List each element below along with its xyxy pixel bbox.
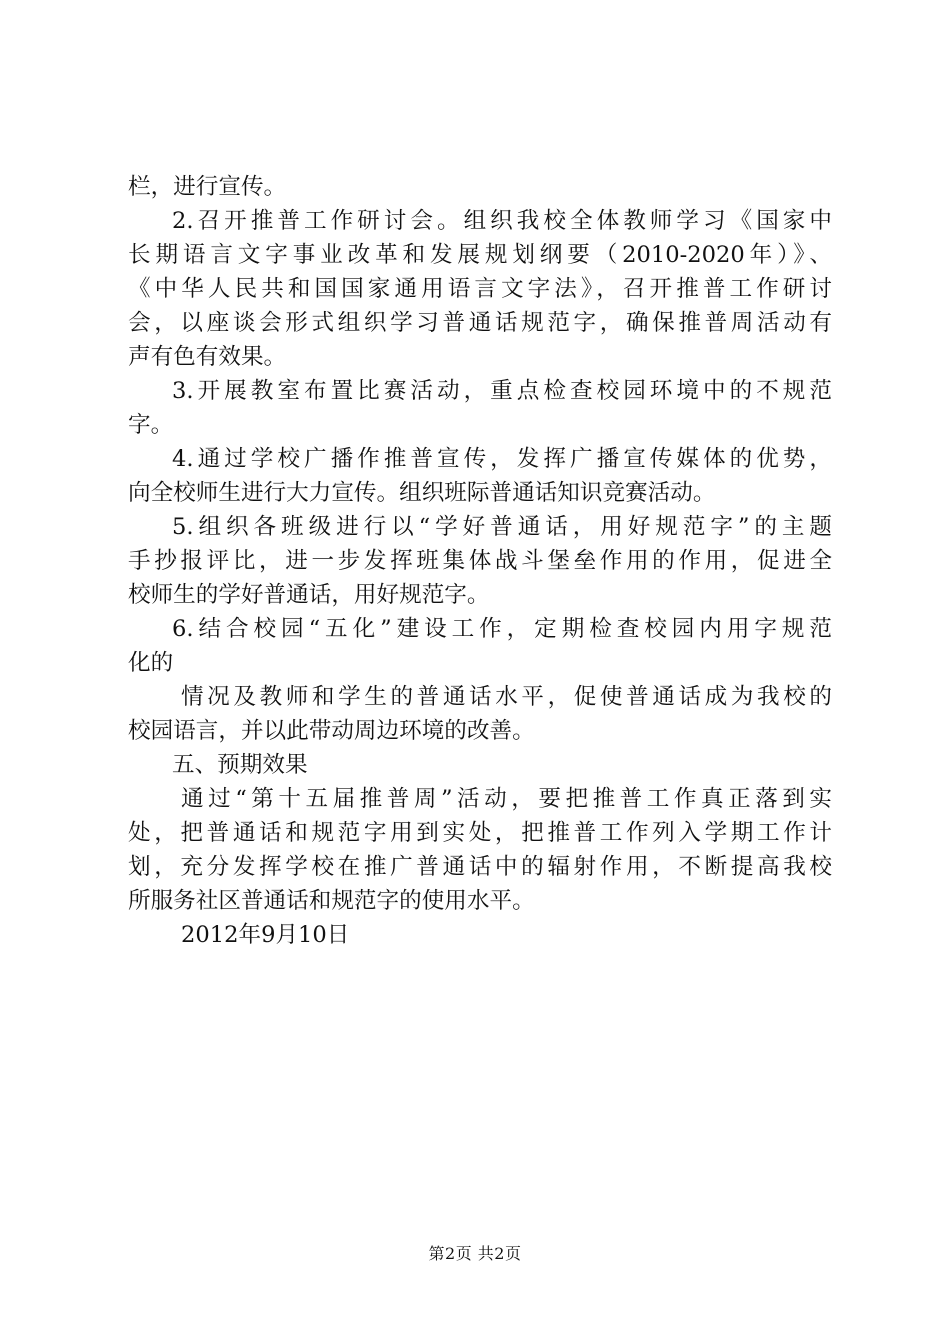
text-line: 字。 (128, 412, 174, 438)
text-line: 所服务社区普通话和规范字的使用水平。 (128, 888, 535, 914)
text-line: 《中华人民共和国国家通用语言文字法》，召开推普工作研讨 (128, 276, 832, 302)
text-line: 通过“第十五届推普周”活动，要把推普工作真正落到实 (181, 786, 832, 812)
text-line: 向全校师生进行大力宣传。组织班际普通话知识竞赛活动。 (128, 480, 716, 506)
text-line: 声有色有效果。 (128, 344, 287, 370)
text-line: 情况及教师和学生的普通话水平，促使普通话成为我校的 (181, 684, 832, 710)
document-date: 2012年9月10日 (181, 922, 350, 948)
text-line: 处，把普通话和规范字用到实处，把推普工作列入学期工作计 (128, 820, 832, 846)
text-line: 栏，进行宣传。 (128, 174, 287, 200)
document-body (128, 170, 832, 952)
text-line: 校师生的学好普通话，用好规范字。 (128, 582, 490, 608)
text-line: 长期语言文字事业改革和发展规划纲要（2010-2020年）》、 (128, 242, 832, 268)
text-line: 划，充分发挥学校在推广普通话中的辐射作用，不断提高我校 (128, 854, 832, 880)
text-line: 2.召开推普工作研讨会。组织我校全体教师学习《国家中 (172, 208, 832, 234)
text-line: 手抄报评比，进一步发挥班集体战斗堡垒作用的作用，促进全 (128, 548, 832, 574)
text-line: 3.开展教室布置比赛活动，重点检查校园环境中的不规范 (172, 378, 832, 404)
text-line: 4.通过学校广播作推普宣传，发挥广播宣传媒体的优势， (172, 446, 832, 472)
page-number: 第2页 共2页 (428, 1244, 522, 1263)
text-line: 5.组织各班级进行以“学好普通话，用好规范字”的主题 (172, 514, 832, 540)
text-line: 校园语言，并以此带动周边环境的改善。 (128, 718, 535, 744)
section-heading: 五、预期效果 (172, 752, 308, 778)
text-line: 会，以座谈会形式组织学习普通话规范字，确保推普周活动有 (128, 310, 832, 336)
text-line: 6.结合校园“五化”建设工作，定期检查校园内用字规范 (172, 616, 832, 642)
text-line: 化的 (128, 650, 174, 676)
